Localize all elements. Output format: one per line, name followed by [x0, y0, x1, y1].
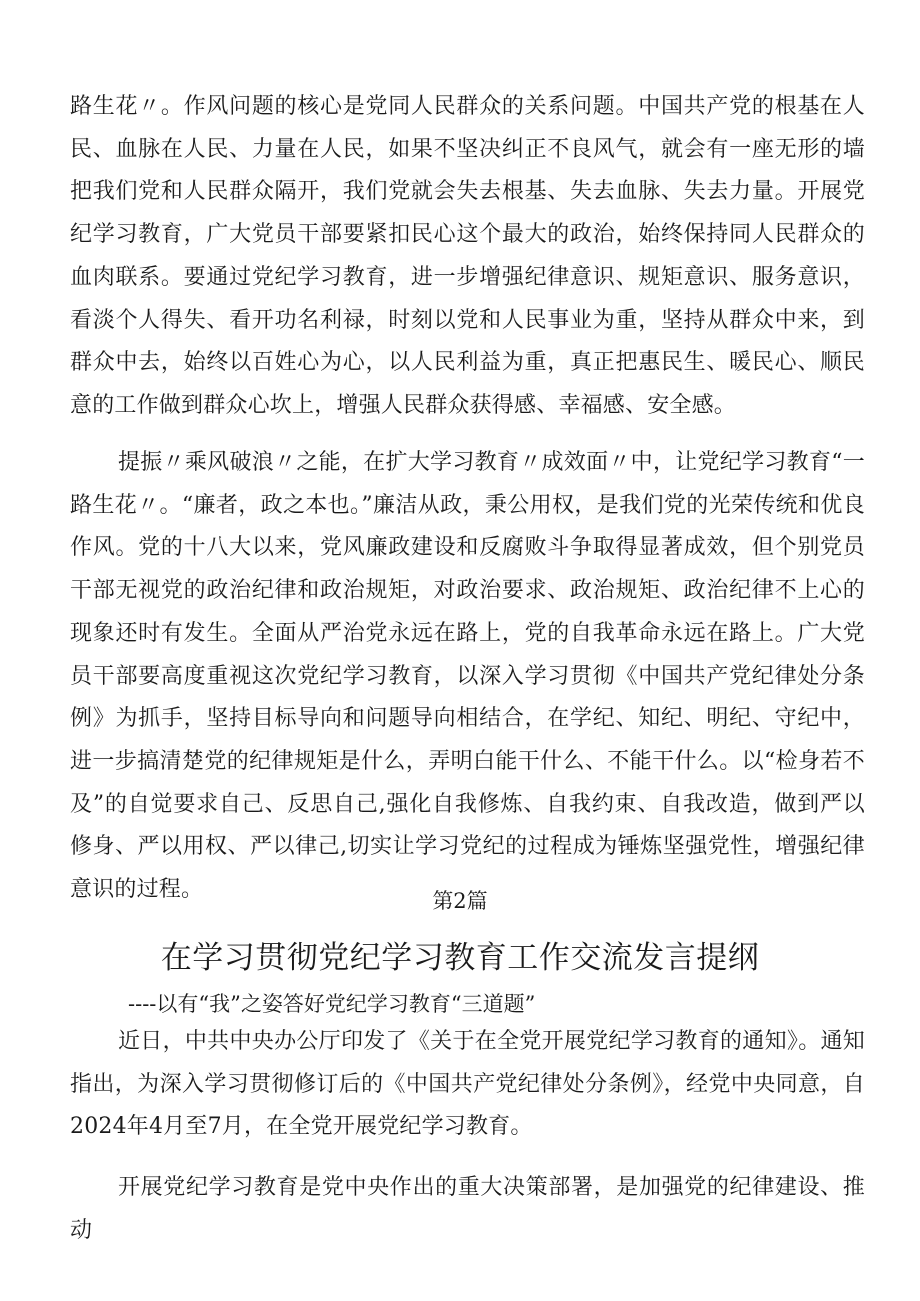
body-paragraph: 开展党纪学习教育是党中央作出的重大决策部署，是加强党的纪律建设、推动: [70, 1175, 865, 1243]
body-paragraph: 提振〃乘风破浪〃之能，在扩大学习教育〃成效面〃中，让党纪学习教育“一路生花〃。“廉者，政之本也。”廉洁从政，秉公用权，是我们党的光荣传统和优良作风。党的十八大以来，党风廉政建设和反腐败斗争取得显著成效，但个别党员干部无视党的政治纪律和政治规矩，对政治要求、政治规矩、政治纪律不上心的现象还时有发生。全面从严治党永远在路上，党的自我革命永远在路上。广大党员干部要高度重视这次党纪学习教育，以深入学习贯彻《中国共产党纪律处分条例》为抓手，坚持目标导向和问题导向相结合，在学纪、知纪、明纪、守纪中，进一步搞清楚党的纪律规矩是什么，弄明白能干什么、不能干什么。以“检身若不及”的自觉要求自己、反思自己,强化自我修炼、自我约束、自我改造，做到严以修身、严以用权、严以律己,切实让学习党纪的过程成为锤炼坚强党性，增强纪律意识的过程。: [70, 450, 865, 903]
document-subtitle: ----以有“我”之姿答好党纪学习教育“三道题”: [128, 992, 536, 1016]
body-paragraph: 近日，中共中央办公厅印发了《关于在全党开展党纪学习教育的通知》。通知指出，为深入学习贯彻修订后的《中国共产党纪律处分条例》，经党中央同意，自2024年4月至7月，在全党开展党纪学习教育。: [70, 1029, 865, 1140]
section-label: 第2篇: [432, 889, 488, 913]
body-paragraph: 路生花〃。作风问题的核心是党同人民群众的关系问题。中国共产党的根基在人民、血脉在人民、力量在人民，如果不坚决纠正不良风气，就会有一座无形的墙把我们党和人民群众隔开，我们党就会失去根基、失去血脉、失去力量。开展党纪学习教育，广大党员干部要紧扣民心这个最大的政治，始终保持同人民群众的血肉联系。要通过党纪学习教育，进一步增强纪律意识、规矩意识、服务意识，看淡个人得失、看开功名利禄，时刻以党和人民事业为重，坚持从群众中来，到群众中去，始终以百姓心为心，以人民利益为重，真正把惠民生、暖民心、顺民意的工作做到群众心坎上，增强人民群众获得感、幸福感、安全感。: [70, 94, 865, 418]
document-title: 在学习贯彻党纪学习教育工作交流发言提纲: [160, 940, 760, 976]
